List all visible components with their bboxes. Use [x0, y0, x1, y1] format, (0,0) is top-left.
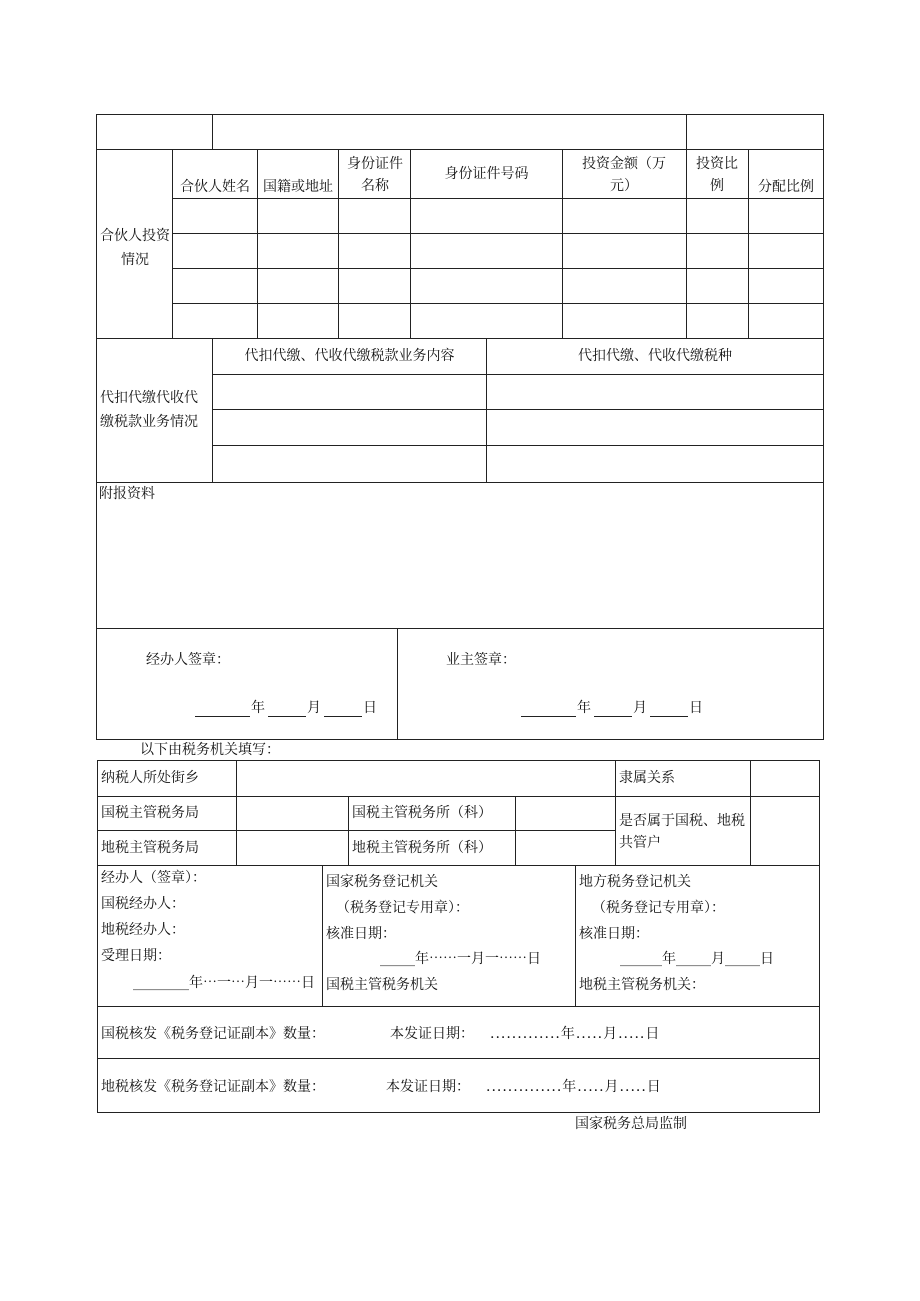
national-bureau-field[interactable] — [237, 797, 348, 830]
national-reg-seal-label: （税务登记专用章）： — [336, 900, 469, 916]
agent-signature-label: 经办人签章： — [146, 652, 230, 668]
col-investment-amount: 投资金额（万元） — [582, 156, 666, 194]
national-approve-date-line[interactable]: _____年⋯⋯一月一⋯⋯日 — [380, 951, 541, 967]
withholding-row[interactable] — [213, 410, 823, 445]
owner-day-blank[interactable] — [650, 716, 688, 717]
national-copy-count-label: 国税核发《税务登记证副本》数量： — [101, 1026, 325, 1042]
partner-row[interactable] — [173, 269, 823, 303]
national-issue-date-label: 本发证日期： — [390, 1026, 474, 1042]
street-field[interactable] — [237, 761, 615, 796]
agent-month-label: 月 — [307, 700, 321, 716]
col-partner-name: 合伙人姓名 — [180, 179, 250, 195]
tax-office-note: 以下由税务机关填写： — [140, 742, 280, 758]
accept-date-label: 受理日期： — [101, 948, 171, 964]
handler-sign-label: 经办人（签章）： — [101, 870, 206, 886]
col-distribution-ratio: 分配比例 — [758, 179, 814, 195]
withholding-section-label: 代扣代缴代收代缴税款业务情况 — [100, 390, 198, 430]
owner-year-label: 年 — [577, 700, 591, 716]
local-bureau-label: 地税主管税务局 — [101, 840, 199, 856]
local-approve-date-line[interactable]: ______年_____月_____日 — [620, 951, 774, 967]
col-nationality: 国籍或地址 — [263, 179, 333, 195]
affiliation-label: 隶属关系 — [619, 770, 675, 786]
local-issue-date-line[interactable]: ..............年.....月.....日 — [486, 1079, 662, 1095]
local-reg-seal-label: （税务登记专用章）： — [592, 900, 725, 916]
blank-cell[interactable] — [213, 115, 686, 149]
withholding-row[interactable] — [213, 446, 823, 482]
agent-year-label: 年 — [251, 700, 265, 716]
local-office-field[interactable] — [516, 831, 615, 865]
withholding-row[interactable] — [213, 375, 823, 409]
local-bureau-field[interactable] — [237, 831, 348, 865]
col-withholding-content: 代扣代缴、代收代缴税款业务内容 — [244, 348, 455, 364]
national-handler-label: 国税经办人： — [101, 896, 185, 912]
agent-day-blank[interactable] — [324, 716, 362, 717]
partner-row[interactable] — [173, 199, 823, 233]
table-border-left — [96, 114, 97, 740]
local-authority-label: 地税主管税务机关： — [579, 977, 705, 993]
owner-signature-label: 业主签章： — [446, 652, 516, 668]
local-office-label: 地税主管税务所（科） — [352, 840, 492, 856]
col-investment-ratio: 投资比例 — [696, 156, 738, 194]
local-handler-label: 地税经办人： — [101, 922, 185, 938]
footer-supervisor: 国家税务总局监制 — [575, 1116, 687, 1132]
attachments-label: 附报资料 — [99, 486, 155, 502]
national-office-label: 国税主管税务所（科） — [352, 805, 492, 821]
street-label: 纳税人所处街乡 — [101, 770, 199, 786]
national-office-field[interactable] — [516, 797, 615, 830]
blank-cell[interactable] — [687, 115, 823, 149]
blank-cell[interactable] — [97, 115, 212, 149]
local-issue-date-label: 本发证日期： — [386, 1079, 470, 1095]
agent-month-blank[interactable] — [268, 716, 306, 717]
partner-row[interactable] — [173, 304, 823, 338]
local-reg-office-label: 地方税务登记机关 — [579, 874, 691, 890]
owner-day-label: 日 — [689, 700, 703, 716]
local-approve-date-label: 核准日期： — [579, 926, 649, 942]
agent-year-blank[interactable] — [195, 716, 250, 717]
table-border-right — [823, 114, 824, 740]
col-id-type: 身份证件名称 — [347, 156, 403, 194]
local-copy-count-label: 地税核发《税务登记证副本》数量： — [101, 1079, 325, 1095]
owner-month-blank[interactable] — [594, 716, 632, 717]
owner-month-label: 月 — [633, 700, 647, 716]
national-reg-office-label: 国家税务登记机关 — [326, 874, 438, 890]
partner-row[interactable] — [173, 234, 823, 268]
agent-day-label: 日 — [363, 700, 377, 716]
col-id-number: 身份证件号码 — [444, 166, 529, 182]
attachments-field[interactable] — [97, 505, 823, 627]
national-issue-date-line[interactable]: .............年.....月.....日 — [490, 1026, 661, 1042]
national-authority-label: 国税主管税务机关 — [326, 977, 438, 993]
national-approve-date-label: 核准日期： — [326, 926, 396, 942]
shared-management-label: 是否属于国税、地税共管户 — [619, 813, 745, 851]
col-withholding-tax-type: 代扣代缴、代收代缴税种 — [578, 348, 732, 364]
partners-section-label: 合伙人投资情况 — [100, 228, 170, 268]
national-bureau-label: 国税主管税务局 — [101, 805, 199, 821]
owner-year-blank[interactable] — [521, 716, 576, 717]
accept-date-line[interactable]: ________年⋯一⋯月一⋯⋯日 — [133, 975, 315, 991]
shared-management-field[interactable] — [751, 797, 819, 865]
affiliation-field[interactable] — [751, 761, 819, 796]
